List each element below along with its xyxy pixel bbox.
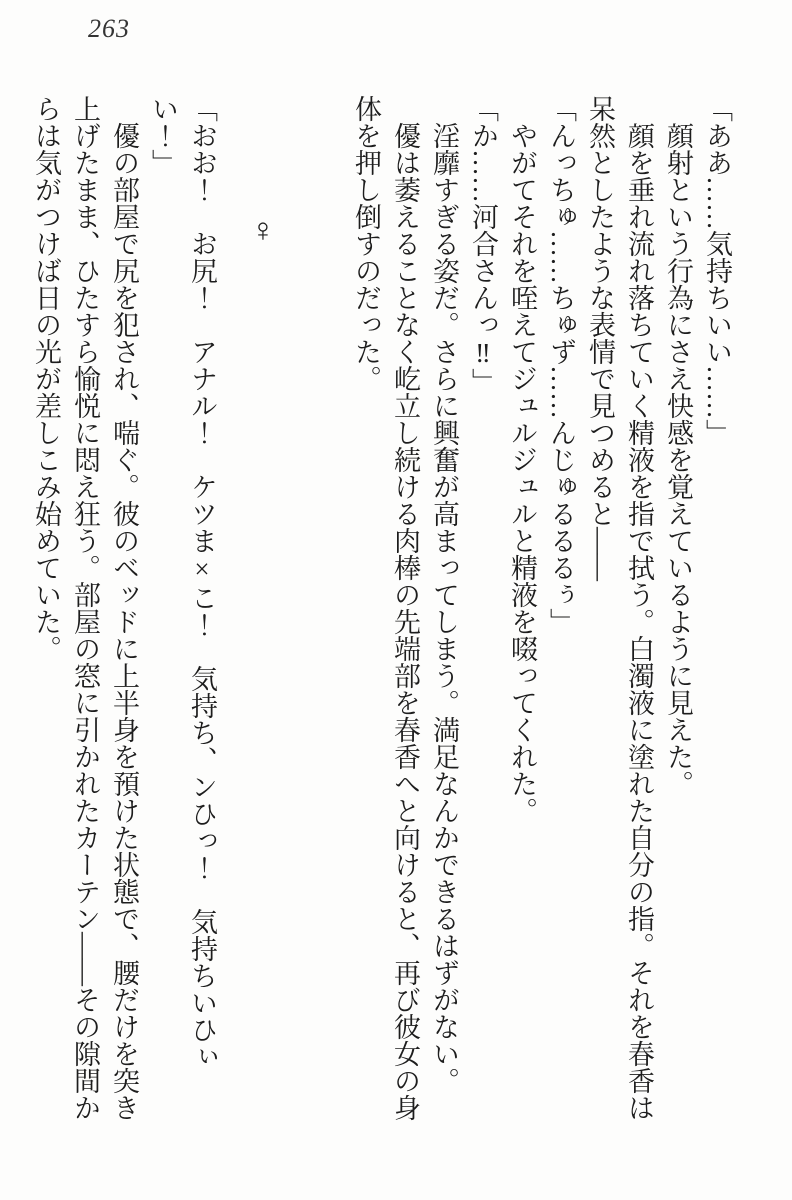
paragraph-dialogue-3: 「か……河合さんっ‼」 [468, 95, 498, 395]
paragraph-narrative-3: やがてそれを咥えてジュルジュルと精液を啜ってくれた。 [507, 122, 537, 824]
page-number: 263 [88, 14, 130, 43]
paragraph-dialogue-4: 「おお！ お尻！ アナル！ ケツま×こ！ 気持ち、ンひっ！ 気持ちいひぃい！」 [148, 95, 217, 1070]
paragraph-narrative-2: 顔を垂れ流れ落ちていく精液を指で拭う。白濁液に塗れた自分の指。それを春香は呆然としたような表情で見つめると―― [585, 95, 654, 1121]
text-block [31, 95, 736, 1125]
paragraph-dialogue-2: 「んっちゅ……ちゅず……んじゅるるるぅ」 [546, 95, 576, 635]
paragraph-narrative-6: 優の部屋で尻を犯され、喘ぐ。彼のベッドに上半身を預けた状態で、腰だけを突き上げたまま、ひたすら愉悦に悶え狂う。部屋の窓に引かれたカーテン――その隙間からは気がつけば日の光が差しこみ始めていた。 [31, 95, 139, 1121]
paragraph-narrative-1: 顔射という行為にさえ快感を覚えているように見えた。 [663, 122, 693, 797]
paragraph-narrative-4: 淫靡すぎる姿だ。さらに興奮が高まってしまう。満足なんかできるはずがない。 [429, 122, 459, 1094]
paragraph-narrative-5: 優は萎えることなく屹立し続ける肉棒の先端部を春香へと向けると、再び彼女の身体を押し倒すのだった。 [351, 95, 420, 1121]
scene-break-venus-symbol: ♀ [245, 213, 281, 249]
paragraph-dialogue-1: 「ああ……気持ちいい……」 [702, 95, 732, 446]
